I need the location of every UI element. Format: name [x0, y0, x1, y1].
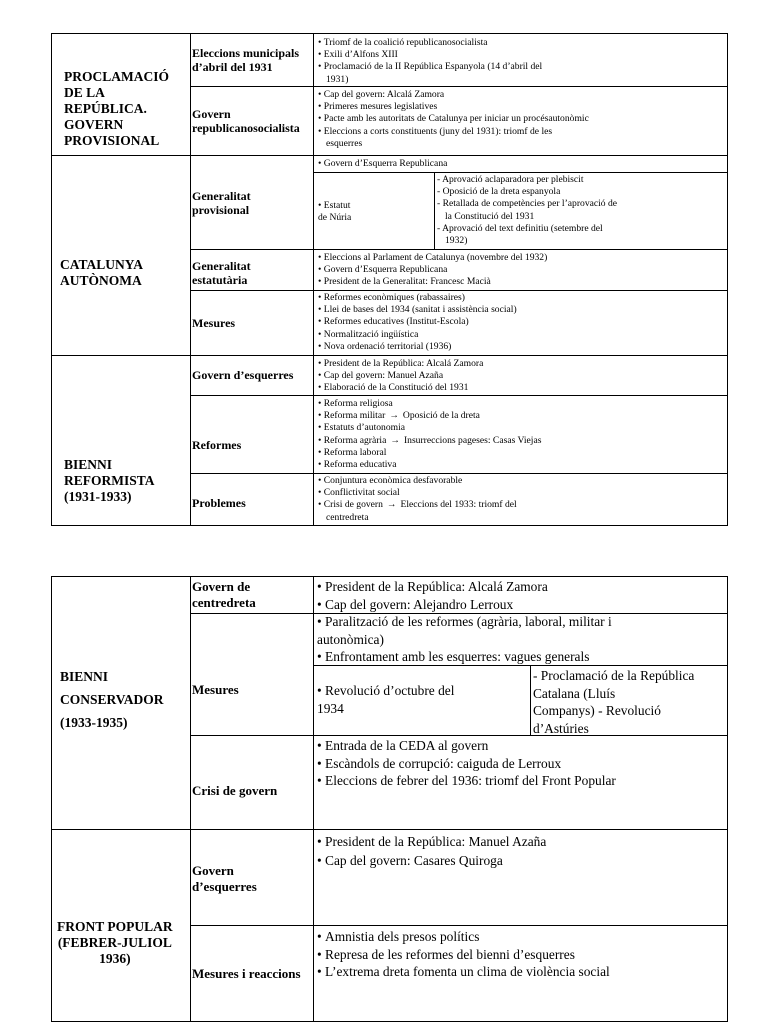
- list-govern-centredreta: [317, 578, 548, 613]
- row-label-mesures-conservador: Mesures: [192, 682, 239, 697]
- list-generalitat-estatutaria: [318, 252, 547, 289]
- list-mesures-conservador: [317, 613, 612, 666]
- row-label-mesures-reaccions: Mesures i reaccions: [192, 966, 301, 981]
- list-crisi-govern: [317, 737, 616, 790]
- row-label-mesures-catalunya: Mesures: [192, 316, 236, 330]
- list-item: • Amnistia dels presos polítics: [317, 928, 610, 946]
- row-label-problemes: Problemes: [192, 496, 246, 510]
- list-generalitat-provisional-top: [318, 158, 447, 170]
- list-item: - Oposició de la dreta espanyola: [437, 186, 561, 198]
- list-item: - Retallada de competències per l’aprovació de: [437, 198, 618, 210]
- list-item: • Nova ordenació territorial (1936): [318, 341, 517, 353]
- list-item: • Reforma laboral: [318, 447, 541, 459]
- list-item: • Reforma religiosa: [318, 398, 541, 410]
- list-item: • Pacte amb les autoritats de Catalunya per iniciar un procésautonòmic: [318, 113, 589, 125]
- list-item: • Govern d’Esquerra Republicana: [318, 264, 547, 276]
- list-item: • Represa de les reformes del bienni d’esquerres: [317, 946, 610, 964]
- list-item: centredreta: [326, 511, 369, 523]
- list-item: • Cap del govern: Alejandro Lerroux: [317, 596, 548, 614]
- list-item: • Paralització de les reformes (agrària, laboral, militar i: [317, 613, 612, 631]
- list-item: • Crisi de govern → Eleccions del 1933: triomf del: [318, 499, 517, 511]
- list-item: la Constitució del 1931: [445, 210, 535, 222]
- row-label-generalitat-provisional: Generalitat provisional: [192, 189, 251, 217]
- list-item: • President de la Generalitat: Francesc Macià: [318, 276, 547, 288]
- row-label-govern-esquerres: Govern d’esquerres: [192, 368, 294, 382]
- estatut-nuria-label: • Estatut de Núria: [318, 200, 352, 224]
- list-item: • Reforma educativa: [318, 459, 541, 471]
- list-item: 1931): [326, 73, 349, 85]
- list-item: • Conflictivitat social: [318, 487, 517, 499]
- list-item: • Reforma militar → Oposició de la dreta: [318, 410, 541, 422]
- list-govern-esquerres: [318, 358, 483, 395]
- list-eleccions-municipals: [318, 37, 542, 86]
- row-label-crisi-govern: Crisi de govern: [192, 783, 278, 798]
- list-item: - Aprovació del text definitiu (setembre del: [437, 222, 603, 234]
- list-mesures-reaccions: [317, 928, 610, 981]
- row-label-govern-esquerres-fp: Govern d’esquerres: [192, 863, 257, 894]
- list-govern-front-popular: [317, 832, 546, 870]
- list-item: • Reformes econòmiques (rabassaires): [318, 292, 517, 304]
- list-item: • Conjuntura econòmica desfavorable: [318, 475, 517, 487]
- list-item: • Govern d’Esquerra Republicana: [318, 158, 447, 170]
- row-label-reformes: Reformes: [192, 438, 242, 452]
- list-item: • President de la República: Manuel Azaña: [317, 832, 546, 851]
- list-item: • Eleccions al Parlament de Catalunya (novembre del 1932): [318, 252, 547, 264]
- list-item: autonòmica): [317, 631, 384, 647]
- list-item: • Escàndols de corrupció: caiguda de Lerroux: [317, 755, 616, 773]
- row-label-generalitat-estatutaria: Generalitat estatutària: [192, 259, 251, 287]
- list-item: • Triomf de la coalició republicanosocialista: [318, 37, 542, 49]
- section-title-bienni-reformista: BIENNI REFORMISTA (1931-1933): [64, 457, 155, 504]
- revolucio-octubre-label: • Revolució d’octubre del 1934: [317, 683, 455, 716]
- list-reformes: [318, 398, 541, 471]
- list-govern-republicanosocialista: [318, 89, 589, 150]
- row-label-govern-centredreta: Govern de centredreta: [192, 579, 256, 610]
- list-item: • Enfrontament amb les esquerres: vagues generals: [317, 648, 612, 666]
- list-item: • Eleccions a corts constituents (juny del 1931): triomf de les: [318, 126, 589, 138]
- list-item: • Entrada de la CEDA al govern: [317, 737, 616, 755]
- arrow-icon: →: [389, 410, 399, 422]
- list-problemes: [318, 475, 517, 524]
- list-item: • Llei de bases del 1934 (sanitat i assistència social): [318, 304, 517, 316]
- list-item: • Exili d’Alfons XIII: [318, 49, 542, 61]
- arrow-icon: →: [386, 499, 397, 511]
- list-item: • President de la República: Alcalá Zamora: [317, 578, 548, 596]
- section-title-bienni-conservador: BIENNI CONSERVADOR (1933-1935): [60, 669, 164, 730]
- list-item: • Eleccions de febrer del 1936: triomf del Front Popular: [317, 772, 616, 790]
- list-item: • Estatuts d’autonomia: [318, 422, 541, 434]
- list-item: esquerres: [326, 137, 363, 149]
- list-item: • Reforma agrària → Insurreccions pageses: Casas Viejas: [318, 435, 541, 447]
- list-mesures-catalunya: [318, 292, 517, 353]
- section-title-proclamacio: PROCLAMACIÓ DE LA REPÚBLICA. GOVERN PROVISIONAL: [64, 69, 169, 148]
- list-item: • Normalització ingüística: [318, 329, 517, 341]
- list-item: • Cap del govern: Casares Quiroga: [317, 851, 546, 870]
- row-label-eleccions-municipals: Eleccions municipals d’abril del 1931: [192, 46, 300, 74]
- list-item: • Cap del govern: Manuel Azaña: [318, 370, 483, 382]
- list-item: • Cap del govern: Alcalá Zamora: [318, 89, 589, 101]
- list-item: • L’extrema dreta fomenta un clima de violència social: [317, 963, 610, 981]
- list-item: 1932): [445, 235, 468, 247]
- revolucio-octubre-items: - Proclamació de la República Catalana (Lluís Companys) - Revolució d’Astúries: [533, 668, 695, 736]
- list-item: • Primeres mesures legislatives: [318, 101, 589, 113]
- estatut-nuria-items: [437, 174, 617, 247]
- list-item: - Aprovació aclaparadora per plebiscit: [437, 174, 584, 185]
- section-title-front-popular: FRONT POPULAR (FEBRER-JULIOL 1936): [57, 919, 173, 966]
- list-item: • Reformes educatives (Institut-Escola): [318, 316, 517, 328]
- row-label-govern-republicanosocialista: Govern republicanosocialista: [192, 107, 300, 135]
- list-item: • Proclamació de la II República Espanyola (14 d’abril del: [318, 61, 542, 73]
- list-item: • Elaboració de la Constitució del 1931: [318, 382, 483, 394]
- arrow-icon: →: [390, 434, 400, 446]
- section-title-catalunya: CATALUNYA AUTÒNOMA: [60, 257, 144, 288]
- list-item: • President de la República: Alcalá Zamora: [318, 358, 483, 370]
